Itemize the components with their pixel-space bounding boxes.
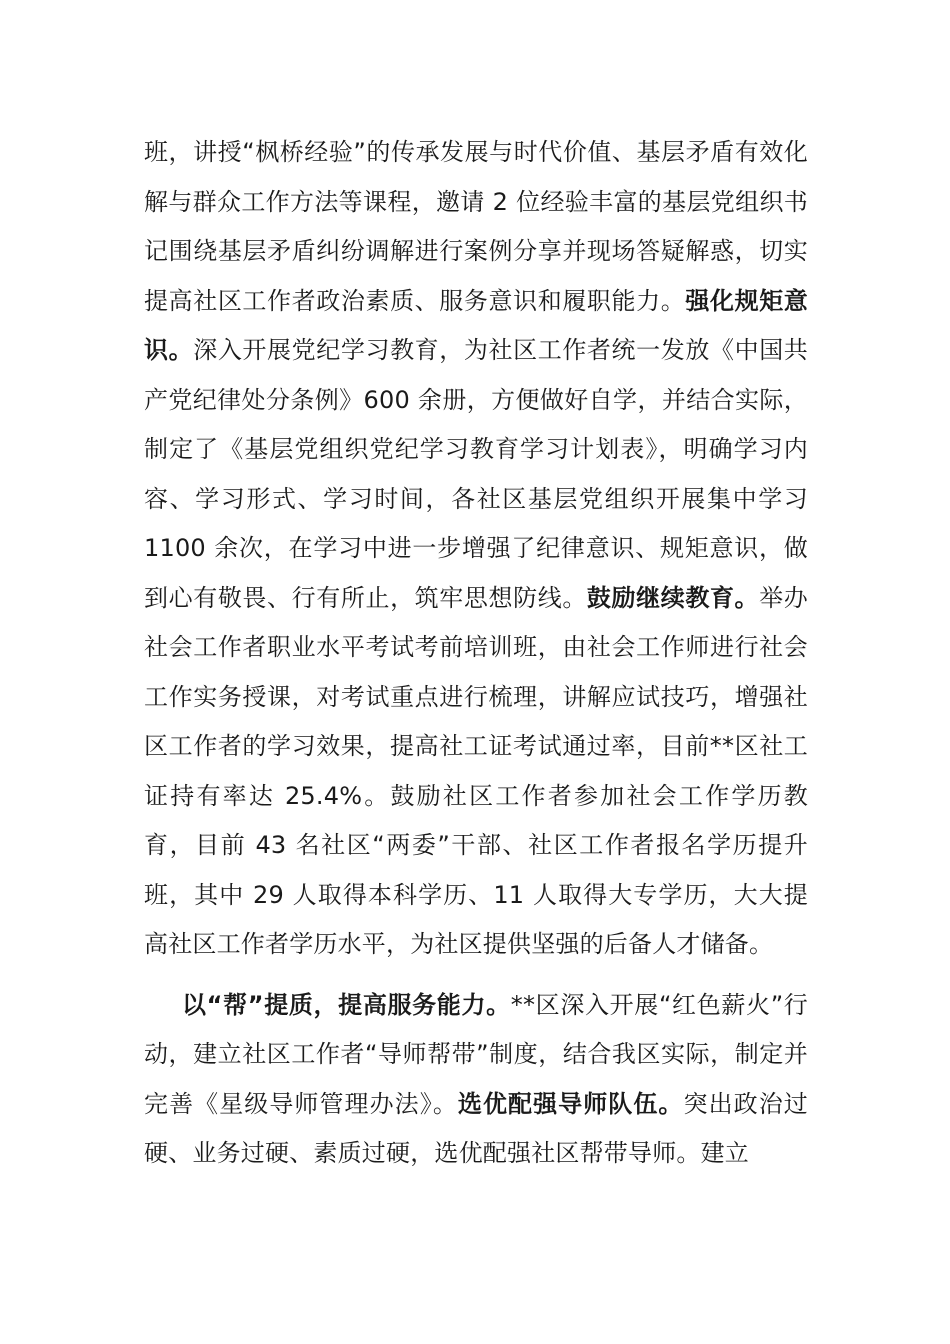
paragraph-2-text-1: **区深入开展“红色薪火”行动，建立社区工作者“导师帮带”制度，结合我区实际，制定并完善《星级导师管理办法》。: [144, 990, 808, 1118]
document-body: [144, 128, 808, 1179]
paragraph-2: [144, 981, 808, 1179]
heading-continuing-education: 鼓励继续教育。: [586, 583, 760, 612]
paragraph-1-text-1: 班，讲授“枫桥经验”的传承发展与时代价值、基层矛盾有效化解与群众工作方法等课程，邀请 2 位经验丰富的基层党组织书记围绕基层矛盾纠纷调解进行案例分享并现场答疑解惑，切实提高社区工作者政治素质、服务意识和履职能力。: [144, 138, 808, 315]
heading-strengthen-rules: 强化规矩意识。: [144, 286, 809, 364]
paragraph-1-text-2: 深入开展党纪学习教育，为社区工作者统一发放《中国共产党纪律处分条例》600 余册，方便做好自学，并结合实际，制定了《基层党组织党纪学习教育学习计划表》，明确学习内容、学习形式、学习时间，各社区基层党组织开展集中学习 1100 余次，在学习中进一步增强了纪律意识、规矩意识，做到心有敬畏、行有所止，筑牢思想防线。: [144, 336, 808, 612]
paragraph-1-text-3: 举办社会工作者职业水平考试考前培训班，由社会工作师进行社会工作实务授课，对考试重点进行梳理，讲解应试技巧，增强社区工作者的学习效果，提高社工证考试通过率，目前**区社工证持有率达 25.4%。鼓励社区工作者参加社会工作学历教育，目前 43 名社区“两委”干部、社区工作者报名学历提升班，其中 29 人取得本科学历、11 人取得大专学历，大大提高社区工作者学历水平，为社区提供坚强的后备人才储备。: [144, 583, 808, 958]
paragraph-2-text-2: 突出政治过硬、业务过硬、素质过硬，选优配强社区帮带导师。建立: [144, 1089, 808, 1167]
heading-improve-service: 以“帮”提质，提高服务能力。: [182, 990, 511, 1019]
paragraph-1: [144, 128, 808, 970]
heading-mentor-team: 选优配强导师队伍。: [457, 1089, 684, 1118]
